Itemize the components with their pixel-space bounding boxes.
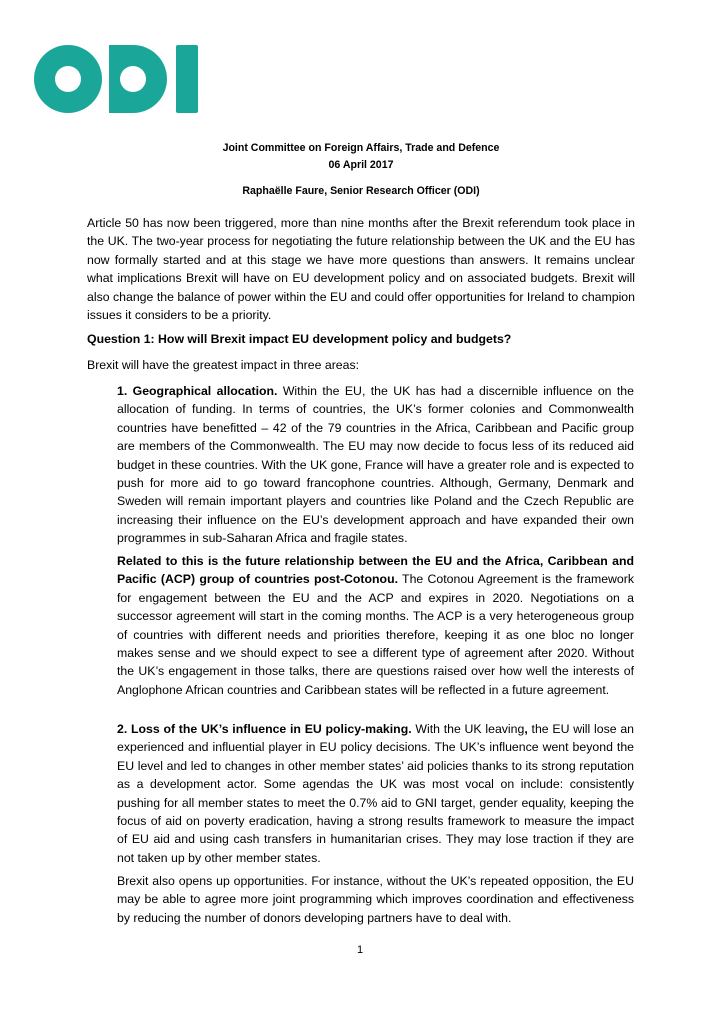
point-2-text-b: the EU will lose an experienced and influential player in EU policy decisions. The UK’s influence went beyond the EU level and led to changes in other member states’ aid policies thanks to its strong reputation as a development actor. Some agendas the UK was most vocal on include: consistently pushing for all member states to meet the 0.7% aid to GNI target, gender equality, keeping the focus of aid on poverty eradication, having a strong results framework to measure the impact of EU aid and using cash transfers in humanitarian crises. They may lose traction if they are not taken up by other member states. — [117, 722, 634, 865]
question-1-lead: Brexit will have the greatest impact in three areas: — [87, 358, 360, 372]
point-2-paragraph — [117, 720, 634, 867]
point-1-title: 1. Geographical allocation. — [117, 384, 278, 398]
intro-paragraph: Article 50 has now been triggered, more than nine months after the Brexit referendum took place in the UK. The two-year process for negotiating the future relationship between the UK and the EU has now formally started and at this stage we have more questions than answers. It remains unclear what implications Brexit will have on EU development policy and on associated budgets. Brexit will also change the balance of power within the EU and could offer opportunities for Ireland to champion issues it considers to be a priority. — [87, 216, 635, 323]
point-1-text: Within the EU, the UK has had a discernible influence on the allocation of funding. In terms of countries, the UK’s former colonies and Commonwealth countries have benefitted – 42 of the 79 countries in the Africa, Caribbean and Pacific group are members of the Commonwealth. The EU may now decide to focus less of its reduced aid budget in these countries. With the UK gone, France will have a greater role and is expected to push for more aid to go toward francophone countries. Although, Germany, Denmark and Sweden will remain important players and countries like Poland and the Czech Republic are increasing their influence on the EU’s development approach and have expanded their own programmes in sub-Saharan Africa and fragile states. — [117, 384, 634, 546]
document-date: 06 April 2017 — [328, 159, 394, 171]
point-1-paragraph — [117, 382, 634, 548]
odi-logo-graphic — [33, 43, 198, 115]
odi-logo — [33, 43, 198, 115]
question-1-heading: Question 1: How will Brexit impact EU development policy and budgets? — [87, 332, 512, 346]
point-2-comma: , — [524, 722, 528, 736]
opportunities-paragraph: Brexit also opens up opportunities. For instance, without the UK’s repeated opposition, the EU may be able to agree more joint programming which improves coordination and effectiveness by reducing the number of donors developing partners have to deal with. — [117, 874, 634, 925]
point-2-text-a: With the UK leaving — [411, 722, 525, 736]
author-line: Raphaëlle Faure, Senior Research Officer (ODI) — [242, 185, 480, 197]
committee-title: Joint Committee on Foreign Affairs, Trade and Defence — [222, 142, 500, 154]
acp-title: Related to this is the future relationship between the EU and the Africa, Caribbean and Pacific (ACP) group of countries post-Cotonou. — [117, 554, 634, 587]
acp-paragraph — [117, 552, 634, 699]
point-2-title: 2. Loss of the UK’s influence in EU policy-making. — [117, 722, 412, 736]
acp-text: The Cotonou Agreement is the framework for engagement between the EU and the ACP and expires in 2020. Negotiations on a successor agreement will start in the coming months. The ACP is a very heterogeneous group of countries with different needs and priorities therefore, keeping it as one bloc no longer makes sense and we should expect to see a different type of agreement after 2020. Without the UK’s engagement in those talks, there are questions raised over how well the interests of Anglophone African countries and Caribbean states will be reflected in a future agreement. — [117, 572, 634, 697]
page-number: 1 — [356, 944, 364, 956]
